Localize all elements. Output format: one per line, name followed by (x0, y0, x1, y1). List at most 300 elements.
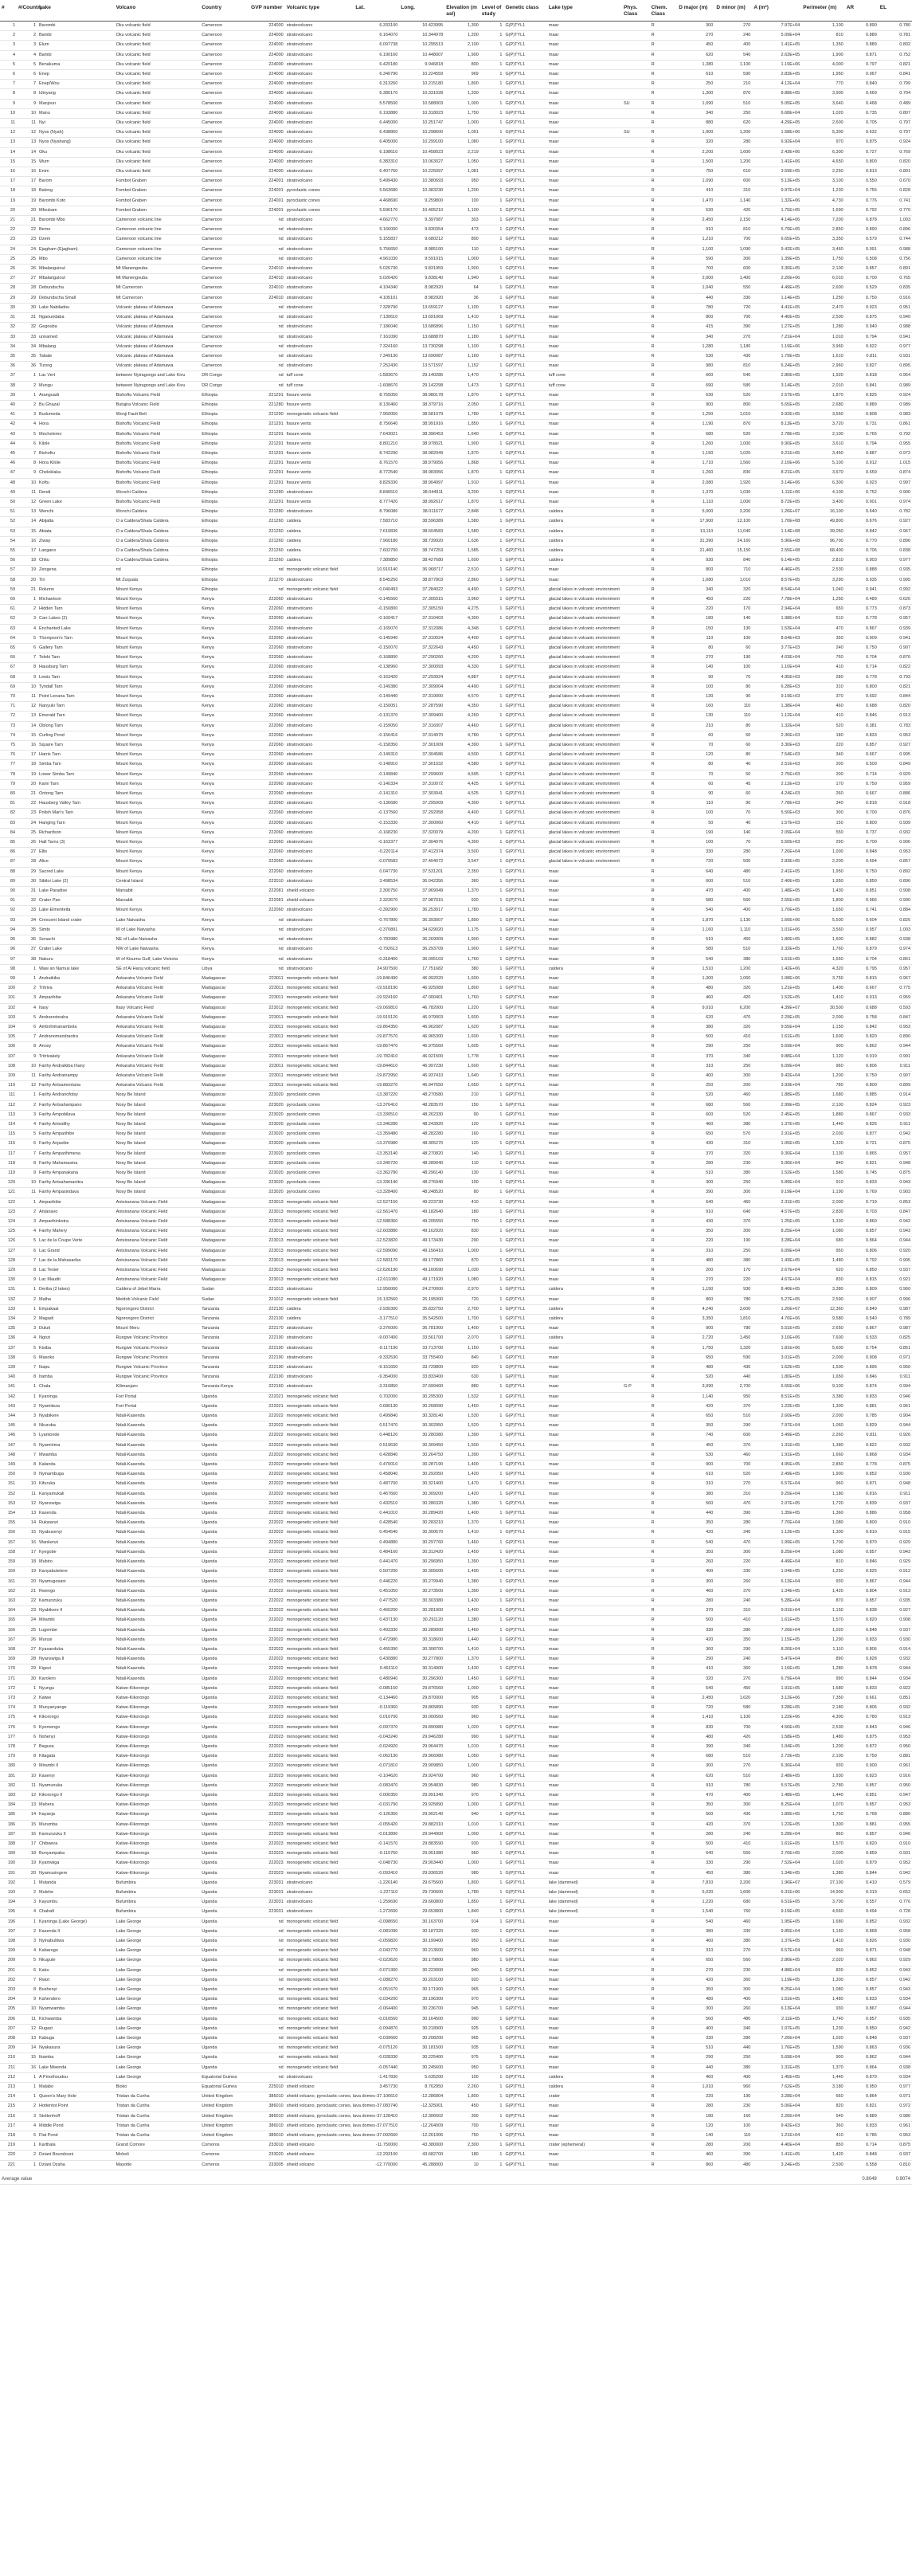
table-cell (622, 517, 650, 527)
table-cell: nd (278, 586, 284, 592)
table-cell (622, 449, 650, 458)
table-cell: G(P)TYL1 (505, 1365, 526, 1370)
table-cell: 1 (33, 975, 37, 981)
table-cell: 590 (706, 256, 714, 261)
table-cell: 930 (836, 1578, 844, 1584)
table-cell: 1,430 (467, 1598, 479, 1603)
table-cell: 540 (743, 373, 751, 378)
table-cell (622, 896, 650, 906)
table-cell: 222022 (268, 1646, 284, 1652)
table-cell: 0.953 (899, 849, 910, 855)
table-cell: 34 (30, 917, 37, 923)
table-cell: 40 (746, 762, 751, 767)
table-cell: 222060 (268, 752, 284, 758)
table-cell: 0.990 (899, 898, 910, 904)
table-cell (622, 410, 650, 420)
table-cell: 223013 (268, 1257, 284, 1263)
table-cell: Ethiopia (202, 547, 218, 553)
table-cell: 37.304076 (422, 840, 444, 845)
table-cell: 15,150 (737, 547, 751, 553)
table-cell: 10 (30, 110, 37, 116)
table-cell: 0.950 (899, 1365, 910, 1370)
table-cell: 8 (33, 1462, 37, 1468)
table-cell: G(P)TYL1 (505, 1520, 526, 1526)
table-cell: 60 (746, 743, 751, 748)
table-cell: 0.923 (899, 1102, 910, 1108)
table-cell: Mbalang (39, 343, 57, 349)
table-cell: 37.987015 (422, 898, 444, 904)
table-cell: 210 (743, 81, 751, 87)
table-cell: Madagascar (202, 1268, 226, 1272)
table-cell: 5 (33, 1238, 37, 1244)
table-cell: 170 (743, 606, 751, 612)
table-cell: 5.590170 (379, 207, 398, 213)
table-cell: maar (548, 1627, 559, 1633)
table-cell: 0.867 (866, 2006, 877, 2012)
table-cell: Gegouba (39, 324, 57, 330)
table-cell: monogenetic volcanic field (286, 1199, 339, 1205)
table-cell: 650 (706, 1958, 714, 1963)
table-cell: -12.523820 (375, 1238, 398, 1244)
table-cell: G(P)TYL1 (505, 441, 526, 446)
table-row (0, 1742, 912, 1751)
table-cell: maar (548, 2036, 559, 2041)
table-cell: 4.95E+03 (781, 674, 800, 680)
table-cell: 0.441470 (379, 1559, 398, 1565)
table-cell: 280 (706, 1598, 714, 1603)
table-cell: 1.26E+07 (781, 509, 800, 515)
table-cell: 0.890 (866, 227, 877, 233)
table-cell: 21 (10, 218, 16, 223)
table-cell: 0.989 (899, 402, 910, 407)
table-cell: Uganda (202, 2064, 217, 2070)
table-cell: Oku volcanic field (115, 91, 151, 96)
table-cell: Ndali-Kasenda (115, 1608, 145, 1613)
table-cell: 77 (10, 762, 16, 767)
table-cell: Antsiranana Volcanic Field (115, 1268, 168, 1272)
table-cell: 0.700 (866, 276, 877, 281)
table-cell: G(P)TYL1 (505, 2094, 526, 2100)
table-cell: G(P)TYL1 (505, 986, 526, 991)
table-cell: 960 (471, 1773, 479, 1778)
table-cell: Madagascar (202, 1229, 226, 1234)
table-cell: 1 (499, 100, 503, 106)
table-cell: DR Congo (202, 373, 222, 378)
table-cell: 5.69E+04 (781, 2055, 800, 2060)
table-cell: R (651, 1627, 655, 1633)
table-cell: 0.997 (899, 480, 910, 485)
table-cell: maar (548, 480, 559, 485)
table-cell: 4,240 (702, 1306, 714, 1312)
table-cell: 223020 (268, 1180, 284, 1186)
table-cell: 0.860 (866, 1218, 877, 1224)
table-cell: -0.137560 (378, 810, 398, 816)
table-cell: 2,450 (702, 1695, 714, 1700)
table-cell: R (651, 1676, 655, 1681)
table-cell: 510 (743, 878, 751, 884)
table-cell: 12 (30, 2025, 37, 2031)
table-cell: pyroclastic cones (286, 1160, 320, 1166)
table-cell: 2,080 (702, 480, 714, 485)
table-cell: R (651, 295, 655, 300)
table-cell: 470 (743, 1539, 751, 1545)
table-cell: 1,380 (832, 1442, 844, 1448)
table-cell: 120 (7, 1180, 16, 1186)
table-cell: maar (548, 2006, 559, 2012)
table-cell: 2.55E+05 (781, 898, 800, 904)
table-cell: 1,152 (467, 363, 479, 369)
table-row (0, 1207, 912, 1217)
table-cell: 1.88E+05 (781, 1092, 800, 1098)
table-cell: Kichwamba (39, 2016, 62, 2021)
table-cell: maar (548, 159, 559, 164)
table-cell: 0.916 (899, 1773, 910, 1778)
table-cell: 1 (499, 986, 503, 991)
table-cell: 1 (499, 489, 503, 495)
table-cell: 6.24E+05 (781, 363, 800, 369)
table-row (0, 1402, 912, 1411)
table-cell: 0.799 (899, 81, 910, 87)
table-cell: Cameroon (202, 100, 222, 106)
table-cell: maar (548, 1559, 559, 1565)
table-cell: Mount Kenya (115, 732, 142, 738)
table-cell: 0.914 (899, 1646, 910, 1652)
table-cell: 90 (746, 801, 751, 806)
table-cell: 38.747253 (422, 547, 444, 553)
table-cell: Madagascar (202, 1024, 226, 1029)
table-cell: G(P)TYL1 (505, 2064, 526, 2070)
table-cell: R (651, 1374, 655, 1380)
table-cell: 890 (836, 1657, 844, 1662)
table-cell: 0.941 (899, 635, 910, 641)
table-cell: tuff cone (286, 373, 303, 378)
table-cell: maar (548, 1870, 559, 1876)
table-cell: 1 (499, 917, 503, 923)
table-cell: Ndali-Kasenda (115, 1637, 145, 1642)
column-header: #/Country (17, 0, 37, 22)
table-cell: G(P)TYL1 (505, 343, 526, 349)
table-cell: G(P)TYL1 (505, 1977, 526, 1982)
table-cell: 10.063027 (422, 159, 444, 164)
table-cell: Sacred Lake (39, 868, 64, 874)
table-cell: 29.882310 (422, 1821, 444, 1827)
table-cell: 1 (499, 412, 503, 418)
table-cell: maar (548, 42, 559, 48)
table-cell: 750 (471, 2133, 479, 2139)
table-cell: 560 (706, 1500, 714, 1506)
table-cell: Uganda (202, 1958, 217, 1963)
table-cell: 170 (743, 1268, 751, 1272)
table-cell: 1,200 (739, 966, 751, 971)
table-cell: 0.946 (899, 1831, 910, 1837)
table-cell: 93 (10, 917, 16, 923)
table-cell: -13.353140 (375, 1151, 398, 1156)
table-cell: 8.982920 (425, 295, 444, 300)
table-row (0, 712, 912, 721)
table-cell: 6 (33, 1355, 37, 1360)
table-cell: maar (548, 1928, 559, 1934)
column-header: Volcano (115, 0, 201, 22)
table-cell: 38.904997 (422, 480, 444, 485)
table-cell: 14 (30, 2045, 37, 2051)
table-cell: Cameroon (202, 304, 222, 310)
table-cell: 13 (30, 509, 37, 515)
table-cell: 270 (743, 1763, 751, 1769)
table-cell: 540 (706, 1685, 714, 1691)
table-cell: R (651, 694, 655, 700)
table-cell: 223031 (268, 1890, 284, 1895)
table-cell: 470 (743, 1014, 751, 1020)
table-cell: 4,330 (467, 665, 479, 670)
table-cell: G(P)TYL1 (505, 752, 526, 758)
table-cell: 110 (743, 704, 751, 709)
table-cell: maar (548, 2064, 559, 2070)
table-cell: Cameroon volcanic line (115, 227, 162, 233)
table-cell: Katwe-Kikorongo (115, 1851, 150, 1857)
table-cell: 223020 (268, 1131, 284, 1137)
table-cell: 1,870 (467, 392, 479, 398)
table-cell: 0.820 (899, 159, 910, 164)
table-row (0, 1645, 912, 1654)
table-cell: Ankaratra Volcanic Field (115, 975, 163, 981)
table-cell: 7.26E+04 (781, 2036, 800, 2041)
table-cell: maar (548, 577, 559, 582)
table-cell: Mount Kenya (115, 849, 142, 855)
table-cell: 1,500 (832, 1365, 844, 1370)
table-cell: 23 (10, 237, 16, 242)
table-cell: R (651, 169, 655, 174)
table-cell: 150 (471, 1102, 479, 1108)
table-cell: 1 (499, 1433, 503, 1438)
table-cell: 0.890 (866, 23, 877, 28)
table-cell: Uganda (202, 1452, 217, 1457)
table-cell: Katwe-Kikorongo (115, 1734, 150, 1739)
table-cell: 7,350 (832, 1695, 844, 1700)
table-cell: 6 (33, 1141, 37, 1147)
table-cell: maar (548, 1257, 559, 1263)
table-cell: 1 (499, 2123, 503, 2128)
table-cell: monogenetic volcanic field (286, 1734, 339, 1739)
table-cell: G(P)TYL1 (505, 470, 526, 476)
table-cell (622, 1470, 650, 1480)
table-cell: 116 (8, 1141, 16, 1147)
table-cell: maar (548, 285, 559, 291)
table-cell: shield volcano, pyroclastic cones, lava domes (286, 2094, 375, 2100)
table-cell: 0.972 (899, 450, 910, 456)
table-cell: 0.996 (899, 1296, 910, 1302)
table-cell: 3,960 (467, 596, 479, 602)
table-cell: G(P)TYL1 (505, 635, 526, 641)
table-cell: Madagascar (202, 1083, 226, 1088)
table-cell: Ethiopia (202, 499, 218, 504)
table-cell: maar (548, 402, 559, 407)
table-cell: 4 (33, 1715, 37, 1720)
table-cell: 1 (499, 829, 503, 835)
table-cell: Kenya (202, 655, 214, 661)
table-cell: 8 (33, 1987, 37, 1993)
table-cell: 0.977 (899, 2084, 910, 2090)
table-cell: Kenya (202, 674, 214, 680)
table-cell: maar (548, 1792, 559, 1798)
table-cell: R (651, 2055, 655, 2060)
table-cell: 800 (471, 237, 479, 242)
table-cell: 935 (471, 2045, 479, 2051)
table-cell: 0.661 (866, 1695, 877, 1700)
table-cell: Ethiopia (202, 528, 218, 534)
table-cell: 0.706 (866, 547, 877, 553)
table-cell: caldera (548, 538, 563, 543)
table-cell: Nkuruba (39, 1423, 56, 1429)
table-cell: -12.611080 (375, 1277, 398, 1283)
table-cell: Ellis (39, 849, 48, 855)
table-cell: Sibiloi Lake (2) (39, 878, 68, 884)
table-cell: 9.838140 (425, 276, 444, 281)
table-cell: Nyamugosani (39, 1578, 66, 1584)
table-cell: 29.954830 (422, 1782, 444, 1788)
table-cell: 4.24E+03 (781, 791, 800, 797)
table-cell: 140 (706, 665, 714, 670)
table-cell: 1 (499, 324, 503, 330)
table-cell: 30.187320 (422, 1928, 444, 1934)
table-cell: R (651, 343, 655, 349)
table-cell: G(P)TYL1 (505, 547, 526, 553)
table-cell: 850 (836, 2143, 844, 2148)
table-cell: 32 (10, 324, 16, 330)
table-cell: Volcanic plateau of Adamawa (115, 343, 174, 349)
table-cell: 222190 (268, 1365, 284, 1370)
table-cell: R (651, 1802, 655, 1808)
average-cell (444, 2170, 480, 2184)
table-cell: Tizong (39, 363, 53, 369)
table-cell: Uganda (202, 1676, 217, 1681)
table-cell: 0.942 (899, 1870, 910, 1876)
table-cell: 172 (7, 1685, 16, 1691)
table-cell: Mirambi (39, 1617, 55, 1623)
table-cell: Uganda (202, 1462, 217, 1468)
table-cell: 46.997230 (422, 1063, 444, 1068)
table-cell: 30.273500 (422, 1588, 444, 1594)
table-cell: maar (548, 343, 559, 349)
table-cell: G(P)TYL1 (505, 1296, 526, 1302)
table-cell: 240 (836, 645, 844, 650)
table-cell: Oku volcanic field (115, 52, 151, 57)
table-cell: United Kingdom (202, 2133, 233, 2139)
table-cell: 5 (12, 61, 16, 67)
table-cell: 37.300060 (422, 820, 444, 825)
table-cell: 940 (471, 1812, 479, 1817)
table-cell: Tristan da Cunha (115, 2123, 150, 2128)
table-cell: 3,720 (832, 421, 844, 427)
table-cell: G(P)TYL1 (505, 2036, 526, 2041)
table-cell: Ndali-Kasenda (115, 1617, 145, 1623)
table-cell: 103 (7, 1014, 16, 1020)
table-cell: 150 (706, 625, 714, 631)
table-cell: 2.10E+06 (781, 461, 800, 466)
table-cell: 290 (743, 1646, 751, 1652)
table-cell: 420 (706, 1977, 714, 1982)
table-cell: 0.875 (866, 1734, 877, 1739)
table-cell: pyroclastic cones (286, 1131, 320, 1137)
table-cell: 0.499840 (379, 1413, 398, 1419)
table-cell: Cameroon (202, 285, 222, 291)
table-cell (622, 1061, 650, 1071)
table-cell: Enep/Wou (39, 81, 60, 87)
table-cell (622, 1859, 650, 1868)
table-cell: Equatorial Guinea (202, 2074, 237, 2080)
table-cell: 1,920 (739, 480, 751, 485)
table-cell: 480 (706, 1257, 714, 1263)
table-cell: G(P)TYL1 (505, 1452, 526, 1457)
table-cell: 380 (743, 1939, 751, 1944)
table-row (0, 22, 912, 31)
table-cell: 158 (7, 1549, 16, 1555)
table-cell: 0.946 (899, 1724, 910, 1730)
table-cell: Ndali-Kasenda (115, 1657, 145, 1662)
table-cell: 29.964470 (422, 1743, 444, 1749)
table-cell: 31 (30, 315, 37, 320)
table-cell: 180 (7, 1763, 16, 1769)
table-cell: stratovolcano (286, 1365, 313, 1370)
table-cell: 1,440 (832, 1792, 844, 1798)
table-cell: SU (623, 100, 630, 106)
table-cell: 29.653800 (422, 1909, 444, 1915)
table-cell: 1 (33, 23, 37, 28)
table-cell: 1 (33, 2162, 37, 2167)
table-cell: G(P)TYL1 (505, 1229, 526, 1234)
table-cell (622, 2072, 650, 2082)
table-cell: nd (278, 373, 284, 378)
table-cell: 66 (10, 655, 16, 661)
table-cell: 400 (743, 1997, 751, 2002)
table-cell: 36 (30, 937, 37, 943)
table-cell (622, 1149, 650, 1159)
table-cell: 1 (499, 276, 503, 281)
table-cell (622, 575, 650, 585)
table-cell: R (651, 713, 655, 719)
table-cell: 4.14E+06 (781, 218, 800, 223)
table-cell: 80 (708, 645, 714, 650)
table-cell: -0.075120 (378, 2045, 398, 2051)
table-cell (622, 2092, 650, 2102)
table-cell: 4,300 (467, 840, 479, 845)
table-cell: Michaelson (39, 596, 61, 602)
table-cell: 37 (30, 947, 37, 952)
table-cell: R (651, 1608, 655, 1613)
average-cell (547, 2170, 622, 2184)
table-cell: 1.04E+05 (781, 1743, 800, 1749)
table-cell: 0.957 (899, 616, 910, 621)
table-cell: 560 (743, 1958, 751, 1963)
table-cell: 0.891 (899, 169, 910, 174)
table-cell: 0.778 (866, 674, 877, 680)
table-cell: 36.095103 (422, 956, 444, 962)
table-cell: 1,600 (832, 937, 844, 943)
table-row (0, 323, 912, 332)
table-cell: 960 (471, 1851, 479, 1857)
table-cell: pyroclastic cones (286, 1092, 320, 1098)
table-cell: 0.890 (899, 1034, 910, 1040)
table-cell: 390 (743, 324, 751, 330)
table-cell: monogenetic volcanic field (286, 412, 339, 418)
table-cell: nd (278, 1987, 284, 1993)
table-cell: caldera (286, 558, 301, 563)
table-cell: monogenetic volcanic field (286, 1685, 339, 1691)
table-cell: R (651, 1880, 655, 1885)
table-cell: 50 (746, 732, 751, 738)
table-cell (622, 1304, 650, 1314)
column-header: # (0, 0, 17, 22)
table-cell: R (651, 1715, 655, 1720)
